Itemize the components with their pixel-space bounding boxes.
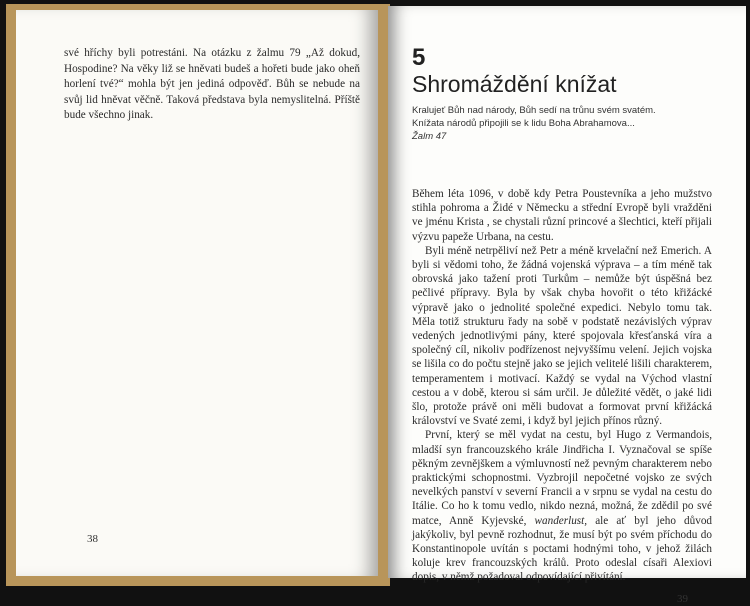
epigraph-source: Žalm 47 — [412, 131, 447, 142]
left-page — [16, 10, 378, 576]
paragraph-text: První, který se měl vydat na cestu, byl Hugo z Vermandois, mladší syn francouzského krále Jindřicha I. Vyznačoval se spíše pěkným zevnějškem a výmluvností než pevným charakterem nebo praktickými schopnostmi. Vyzbrojil nepočetné vojsko ze svých nevelkých panství v severní Francii a v srpnu se vydal na cestu do Itálie. Co ho k tomu vedlo, nikdo nezná, možná, že zdědil po své matce, Anně Kyjevské, — [412, 429, 712, 527]
italic-term: wanderlust, — [534, 514, 588, 527]
right-page — [388, 6, 746, 605]
paragraph: Během léta 1096, v době kdy Petra Poustevníka a jeho mužstvo stihla pohroma a Židé v Německu a střední Evropě byli vražděni ve jménu Krista , se chystali různí princové a šlechtici, kteří přijali výzvu papeže Urbana, na cestu. — [412, 188, 712, 243]
epigraph — [412, 104, 712, 143]
left-page-text: své hříchy byli potrestáni. Na otázku z žalmu 79 „Až dokud, Hospodine? Na věky liž se hněvati budeš a hořeti bude jako oheň horlení tvé?“ mohla být jen jediná odpověď. Bůh se nebude na svůj lid hněvat věčně. Taková představa byla nemyslitelná. Příště bude všechno jinak. — [64, 47, 360, 122]
epigraph-line: Kralujeť Bůh nad národy, Bůh sedí na trůnu svém svatém. — [412, 105, 656, 116]
paragraph-text: ale ať byl jeho důvod jakýkoliv, byl pevně rozhodnut, že musí být po svém příchodu do Konstantinopole uvítán s poctami hodnými toho, v jehož žilách koluje krev francouzských králů. Proto odeslal císaři Alexiovi dopis, v němž požadoval odpovídající přivítání. — [412, 514, 713, 584]
page-number-left: 38 — [87, 533, 98, 545]
chapter-title: Shromáždění knížat — [412, 71, 617, 97]
paragraph — [412, 428, 712, 584]
page-number-right: 39 — [677, 592, 688, 605]
chapter-number: 5 — [412, 44, 426, 71]
epigraph-line: Knížata národů připojili se k lidu Boha Abrahamova... — [412, 118, 635, 129]
chapter-body — [412, 187, 712, 585]
paragraph: Byli méně netrpěliví než Petr a méně krvelační než Emerich. A byli si vědomi toho, že žádná vojenská výprava – a tím méně tak obrovská jako tažení proti Turkům – nemůže být úspěšná bez pečlivé přípravy. Byla by však chyba hovořit o této křižácké výpravě jako o jednolité společné expedici. Nebylo tomu tak. Měla totiž strukturu řady na sobě v podstatě nezávislých výprav vedených jednotlivými pány, které spojovala křesťanská víra a společný cíl, nikoliv podřízenost nejvyššímu velení. Jejich vojska se lišila co do počtu stejně jako se jejich velitelé lišili charakterem, temperamentem i motivací. Každý se vydal na Východ vlastní cestou a v době, kterou si sám určil. Je důležité vědět, o jaké lidi šlo, protože právě oni měli budovat a formovat první křižácká království ve Svaté zemi, i když byl jejich přínos různý. — [412, 244, 712, 428]
